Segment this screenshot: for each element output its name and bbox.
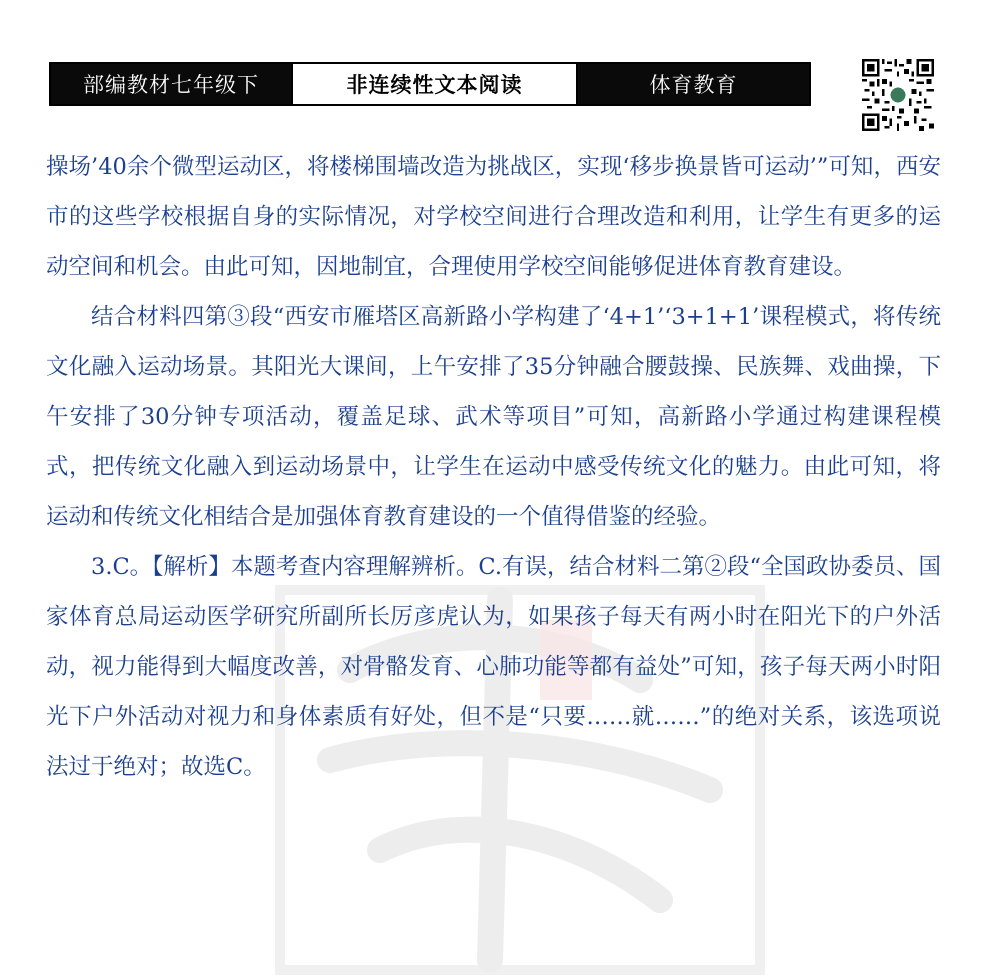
header-theme-label: 体育教育 bbox=[578, 64, 809, 104]
header-bar bbox=[49, 62, 811, 106]
paragraph-3-answer: 3.C。【解析】本题考查内容理解辨析。C.有误，结合材料二第②段“全国政协委员、国家体育总局运动医学研究所副所长厉彦虎认为，如果孩子每天有两小时在阳光下的户外活动，视力能得到大幅度改善，对骨骼发育、心肺功能等都有益处”可知，孩子每天两小时阳光下户外活动对视力和身体素质有好处，但不是“只要……就……”的绝对关系，该选项说法过于绝对；故选C。 bbox=[46, 554, 942, 780]
header-topic-label: 非连续性文本阅读 bbox=[291, 64, 578, 104]
paragraph-1: 操场’40余个微型运动区，将楼梯围墙改造为挑战区，实现‘移步换景皆可运动’”可知，西安市的这些学校根据自身的实际情况，对学校空间进行合理改造和利用，让学生有更多的运动空间和机会。由此可知，因地制宜，合理使用学校空间能够促进体育教育建设。 bbox=[46, 154, 941, 280]
header-grade-label: 部编教材七年级下 bbox=[51, 64, 291, 104]
paragraph-2: 结合材料四第③段“西安市雁塔区高新路小学构建了‘4+1’‘3+1+1’课程模式，将传统文化融入运动场景。其阳光大课间，上午安排了35分钟融合腰鼓操、民族舞、戏曲操，下午安排了30分钟专项活动，覆盖足球、武术等项目”可知，高新路小学通过构建课程模式，把传统文化融入到运动场景中，让学生在运动中感受传统文化的魅力。由此可知，将运动和传统文化相结合是加强体育教育建设的一个值得借鉴的经验。 bbox=[46, 304, 941, 530]
article-body bbox=[46, 142, 941, 792]
qr-code-icon bbox=[862, 59, 934, 131]
